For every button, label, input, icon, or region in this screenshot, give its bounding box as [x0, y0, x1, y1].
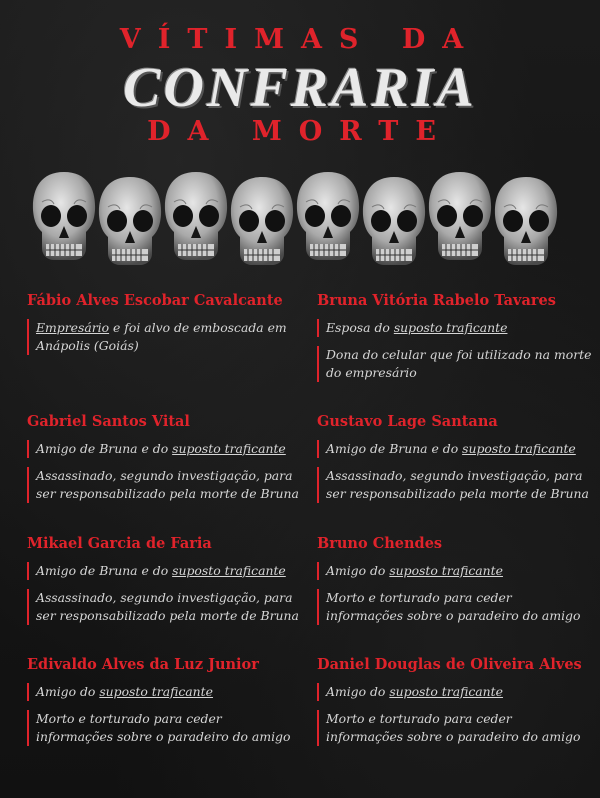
fact-text: Amigo de Bruna e do [36, 563, 173, 578]
fact-text: Morto e torturado para ceder informações sobre o paradeiro do amigo [36, 711, 291, 744]
fact-text-tail: e foi alvo de emboscada em Anápolis (Goiás) [36, 320, 287, 353]
title-bottom: DA MORTE [147, 116, 453, 147]
victim-name: Mikael Garcia de Faria [27, 535, 212, 552]
fact-text: Amigo do [326, 684, 390, 699]
victim-fact [27, 319, 302, 355]
fact-text: Assassinado, segundo investigação, para ser responsabilizado pela morte de Bruna [326, 468, 589, 501]
victim-fact [317, 710, 592, 746]
title-top: VÍTIMAS DA [119, 24, 481, 55]
victim-fact [317, 562, 592, 580]
fact-text: Esposa do [326, 320, 394, 335]
fact-text: Morto e torturado para ceder informações sobre o paradeiro do amigo [326, 711, 581, 744]
victim-card [317, 535, 592, 634]
victim-fact [317, 440, 592, 458]
skull-icon [94, 173, 166, 278]
fact-text: Dona do celular que foi utilizado na morte do empresário [326, 347, 592, 380]
skull-icon [160, 168, 232, 273]
victim-fact [317, 589, 592, 625]
victim-name: Gustavo Lage Santana [317, 413, 498, 430]
fact-underlined-term: Empresário [36, 320, 110, 335]
victim-fact [27, 467, 302, 503]
victim-card [317, 656, 592, 755]
victim-fact [317, 319, 592, 337]
fact-text: Amigo de Bruna e do [36, 441, 173, 456]
fact-underlined-term: suposto traficante [172, 441, 286, 456]
fact-text: Amigo de Bruna e do [326, 441, 463, 456]
victim-fact [27, 589, 302, 625]
skull-icon [358, 173, 430, 278]
victim-fact [27, 710, 302, 746]
fact-underlined-term: suposto traficante [172, 563, 286, 578]
victim-name: Bruna Vitória Rabelo Tavares [317, 292, 556, 309]
skull-icon [424, 168, 496, 273]
skulls-row [28, 165, 572, 275]
victim-card [27, 535, 302, 634]
fact-text: Assassinado, segundo investigação, para ser responsabilizado pela morte de Bruna [36, 590, 299, 623]
victim-card [27, 292, 302, 364]
title-main: CONFRARIA [123, 57, 477, 119]
victim-fact [27, 562, 302, 580]
victim-fact [317, 683, 592, 701]
victim-card [317, 413, 592, 512]
fact-underlined-term: suposto traficante [389, 684, 503, 699]
victim-fact [27, 440, 302, 458]
victim-name: Edivaldo Alves da Luz Junior [27, 656, 259, 673]
skull-icon [292, 168, 364, 273]
victim-card [317, 292, 592, 391]
fact-underlined-term: suposto traficante [393, 320, 508, 335]
fact-text: Amigo do [36, 684, 100, 699]
victim-name: Gabriel Santos Vital [27, 413, 190, 430]
victim-card [27, 413, 302, 512]
fact-underlined-term: suposto traficante [389, 563, 503, 578]
victim-fact [27, 683, 302, 701]
fact-text: Assassinado, segundo investigação, para ser responsabilizado pela morte de Bruna [36, 468, 299, 501]
fact-text: Amigo do [326, 563, 390, 578]
victim-name: Fábio Alves Escobar Cavalcante [27, 292, 283, 309]
victim-name: Bruno Chendes [317, 535, 443, 552]
fact-underlined-term: suposto traficante [462, 441, 576, 456]
fact-text: Morto e torturado para ceder informações sobre o paradeiro do amigo [326, 590, 581, 623]
skull-icon [226, 173, 298, 278]
victim-fact [317, 467, 592, 503]
skull-icon [490, 173, 562, 278]
victim-name: Daniel Douglas de Oliveira Alves [317, 656, 582, 673]
victim-fact [317, 346, 592, 382]
skull-icon [28, 168, 100, 273]
victim-card [27, 656, 302, 755]
fact-underlined-term: suposto traficante [99, 684, 213, 699]
